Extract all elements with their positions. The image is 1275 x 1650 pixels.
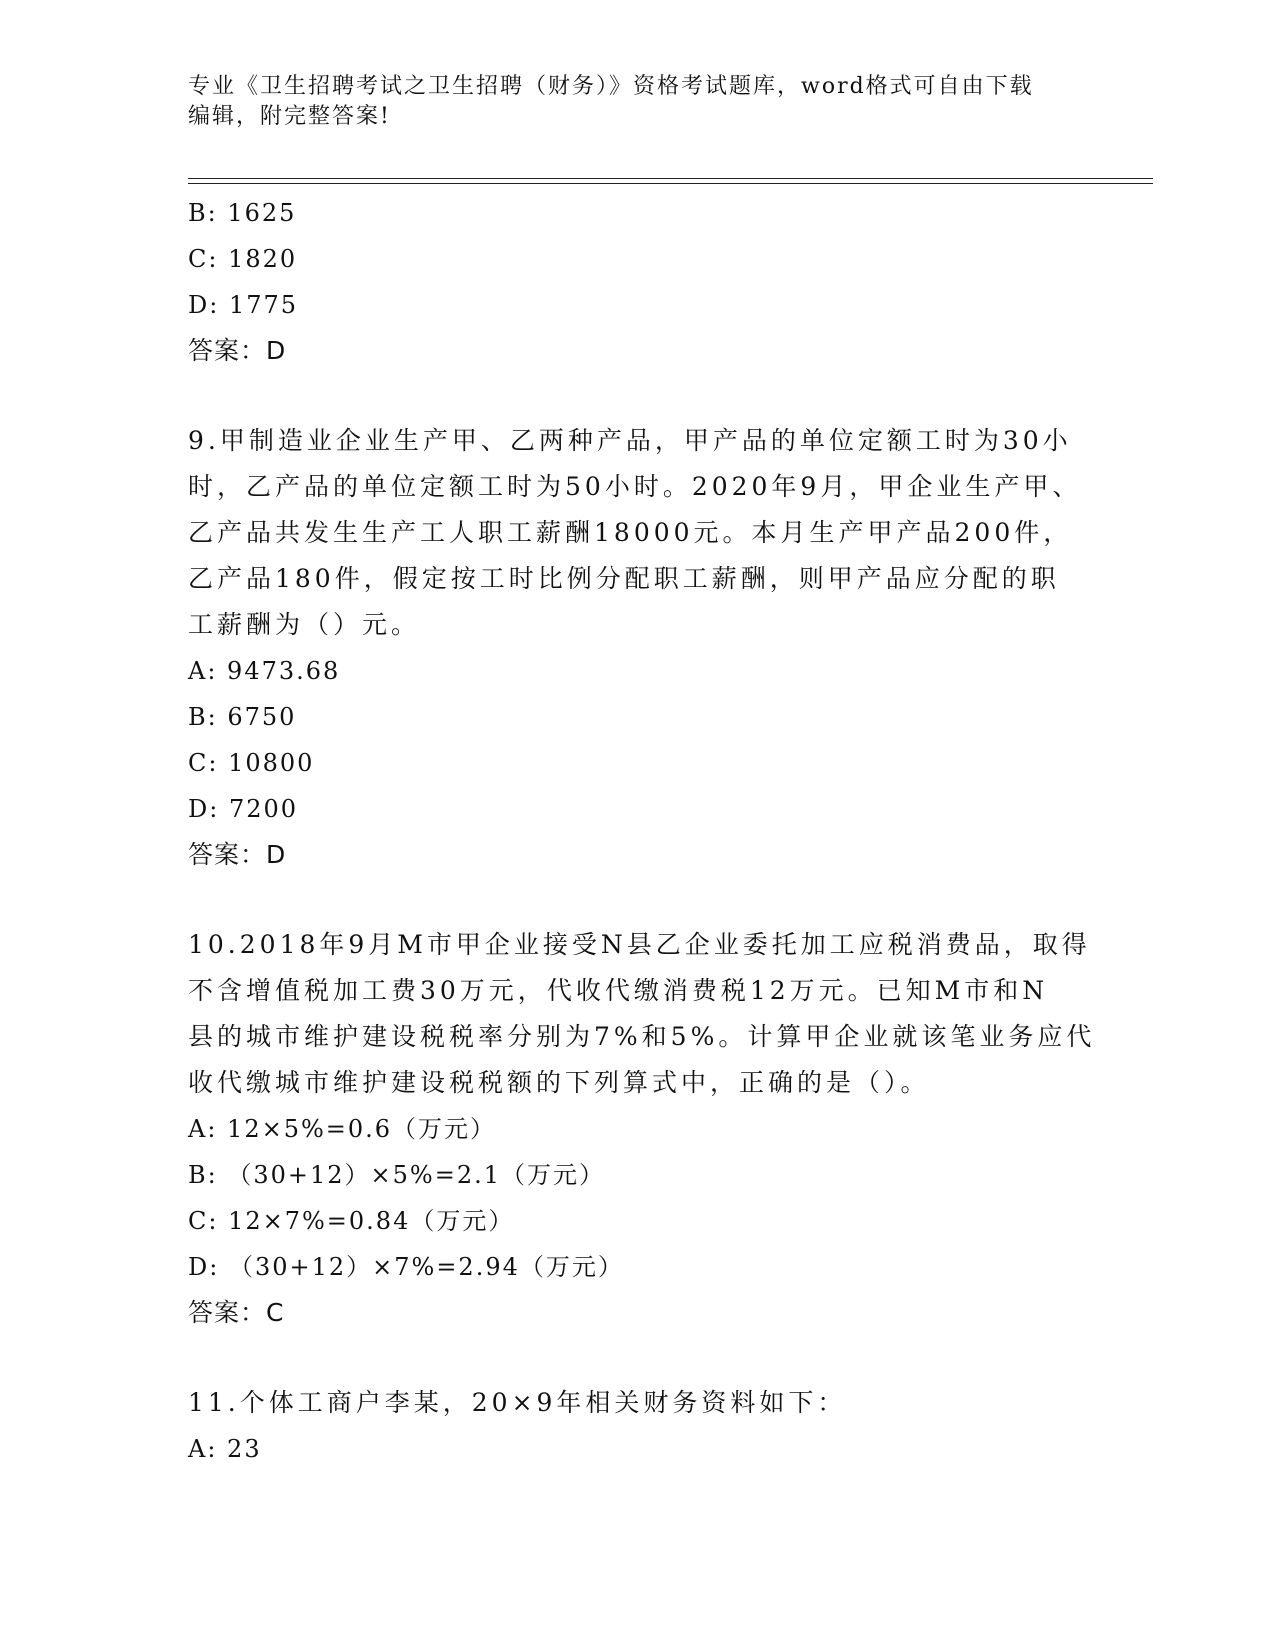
option-c: C: 12×7%=0.84（万元） <box>188 1207 515 1235</box>
header-line-1: 专业《卫生招聘考试之卫生招聘（财务）》资格考试题库，word格式可自由下载 <box>188 74 1034 99</box>
option-a: A: 12×5%=0.6（万元） <box>188 1115 497 1143</box>
option-b: B: 1625 <box>188 199 297 227</box>
question-text-line: 收代缴城市维护建设税税额的下列算式中，正确的是（）。 <box>188 1068 930 1097</box>
question-content <box>188 190 1096 1472</box>
question-text-line: 乙产品共发生生产工人职工薪酬18000元。本月生产甲产品200件， <box>188 518 1073 547</box>
document-header <box>188 72 1088 132</box>
option-d: D: （30+12）×7%=2.94（万元） <box>188 1253 624 1281</box>
option-c: C: 10800 <box>188 749 315 777</box>
answer-line: 答案：D <box>188 336 287 365</box>
header-line-2: 编辑，附完整答案! <box>188 104 391 129</box>
option-d: D: 7200 <box>188 795 299 823</box>
option-b: B: （30+12）×5%=2.1（万元） <box>188 1161 605 1189</box>
option-a: A: 23 <box>188 1435 262 1463</box>
question-text-line: 时，乙产品的单位定额工时为50小时。2020年9月，甲企业生产甲、 <box>188 472 1082 501</box>
answer-line: 答案：C <box>188 1298 285 1327</box>
option-b: B: 6750 <box>188 703 297 731</box>
option-d: D: 1775 <box>188 291 299 319</box>
question-text-line: 乙产品180件，假定按工时比例分配职工薪酬，则甲产品应分配的职 <box>188 564 1060 593</box>
answer-line: 答案：D <box>188 840 287 869</box>
question-text-line: 9.甲制造业企业生产甲、乙两种产品，甲产品的单位定额工时为30小 <box>188 426 1072 455</box>
question-9 <box>188 418 1088 878</box>
question-11 <box>188 1380 1088 1472</box>
question-text-line: 不含增值税加工费30万元，代收代缴消费税12万元。已知M市和N <box>188 976 1049 1005</box>
header-divider-top <box>188 178 1153 179</box>
question-text-line: 县的城市维护建设税税率分别为7%和5%。计算甲企业就该笔业务应代 <box>188 1022 1096 1051</box>
question-10 <box>188 922 1096 1336</box>
question-text-line: 11.个体工商户李某，20×9年相关财务资料如下： <box>188 1388 847 1417</box>
question-text-line: 10.2018年9月M市甲企业接受N县乙企业委托加工应税消费品，取得 <box>188 930 1091 959</box>
question-text-line: 工薪酬为（）元。 <box>188 610 421 639</box>
option-c: C: 1820 <box>188 245 298 273</box>
question-8-tail <box>188 190 1088 374</box>
option-a: A: 9473.68 <box>188 657 341 685</box>
header-divider-bottom <box>188 183 1153 184</box>
